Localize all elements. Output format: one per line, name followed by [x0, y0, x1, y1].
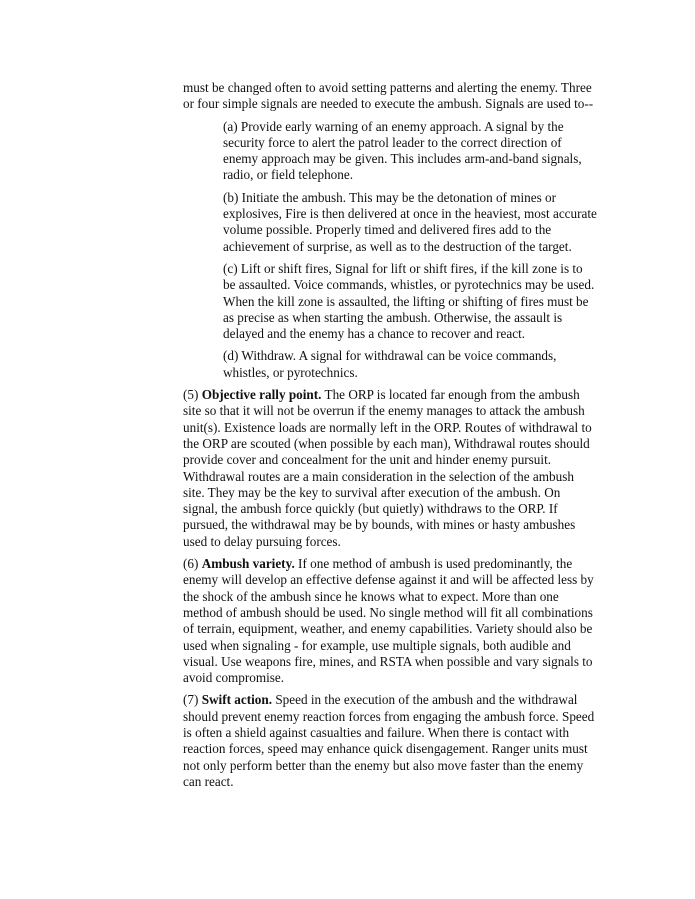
section-objective-rally-point	[183, 387, 598, 550]
section-body: If one method of ambush is used predominantly, the enemy will develop an effective defense against it and will be affected less by the shock of the ambush since he knows what to expect. More than one method of ambush should be used. No single method will fit all combinations of terrain, equipment, weather, and enemy capabilities. Variety should also be used when signaling - for example, use multiple signals, both audible and visual. Use weapons fire, mines, and RSTA when possible and vary signals to avoid compromise.	[183, 556, 594, 686]
signal-item-d: (d) Withdraw. A signal for withdrawal can be voice commands, whistles, or pyrotechnics.	[223, 348, 557, 380]
section-ambush-variety	[183, 556, 598, 686]
section-title: Swift action.	[201, 692, 273, 708]
intro-paragraph: must be changed often to avoid setting patterns and alerting the enemy. Three or four simple signals are needed to execute the ambush. Signals are used to--	[183, 80, 594, 112]
signal-item-c: (c) Lift or shift fires, Signal for lift or shift fires, if the kill zone is to be assaulted. Voice commands, whistles, or pyrotechnics may be used. When the kill zone is assaulted, the lifting or shifting of fires must be as precise as when starting the ambush. Otherwise, the assault is delayed and the enemy has a chance to recover and react.	[223, 260, 595, 342]
section-body: The ORP is located far enough from the ambush site so that it will not be overrun if the enemy manages to attack the ambush unit(s). Existence loads are normally left in the ORP. Routes of withdrawal to the ORP are scouted (when possible by each man), Withdrawal routes should provide cover and concealment for the unit and hinder enemy pursuit. Withdrawal routes are a main consideration in the selection of the ambush site. They may be the key to survival after execution of the ambush. On signal, the ambush force quickly (but quietly) withdraws to the ORP. If pursued, the withdrawal may be by bounds, with mines or hasty ambushes used to delay pursuing forces.	[183, 387, 592, 549]
section-number: (5)	[183, 387, 199, 403]
document-page	[183, 80, 598, 796]
section-number: (6)	[183, 556, 199, 572]
section-number: (7)	[183, 692, 199, 708]
section-title: Objective rally point.	[201, 387, 322, 403]
signal-item-a: (a) Provide early warning of an enemy approach. A signal by the security force to alert the patrol leader to the correct direction of enemy approach may be given. This includes arm-and-band signals, radio, or field telephone.	[223, 118, 582, 183]
section-title: Ambush variety.	[201, 556, 295, 572]
section-body: Speed in the execution of the ambush and the withdrawal should prevent enemy reaction forces from engaging the ambush force. Speed is often a shield against casualties and failure. When there is contact with reaction forces, speed may enhance quick disengagement. Ranger units must not only perform better than the enemy but also move faster than the enemy can react.	[183, 692, 595, 789]
section-swift-action	[183, 692, 598, 790]
signal-item-b: (b) Initiate the ambush. This may be the detonation of mines or explosives, Fire is then delivered at once in the heaviest, most accurate volume possible. Properly timed and delivered fires add to the achievement of surprise, as well as to the destruction of the target.	[223, 189, 597, 254]
